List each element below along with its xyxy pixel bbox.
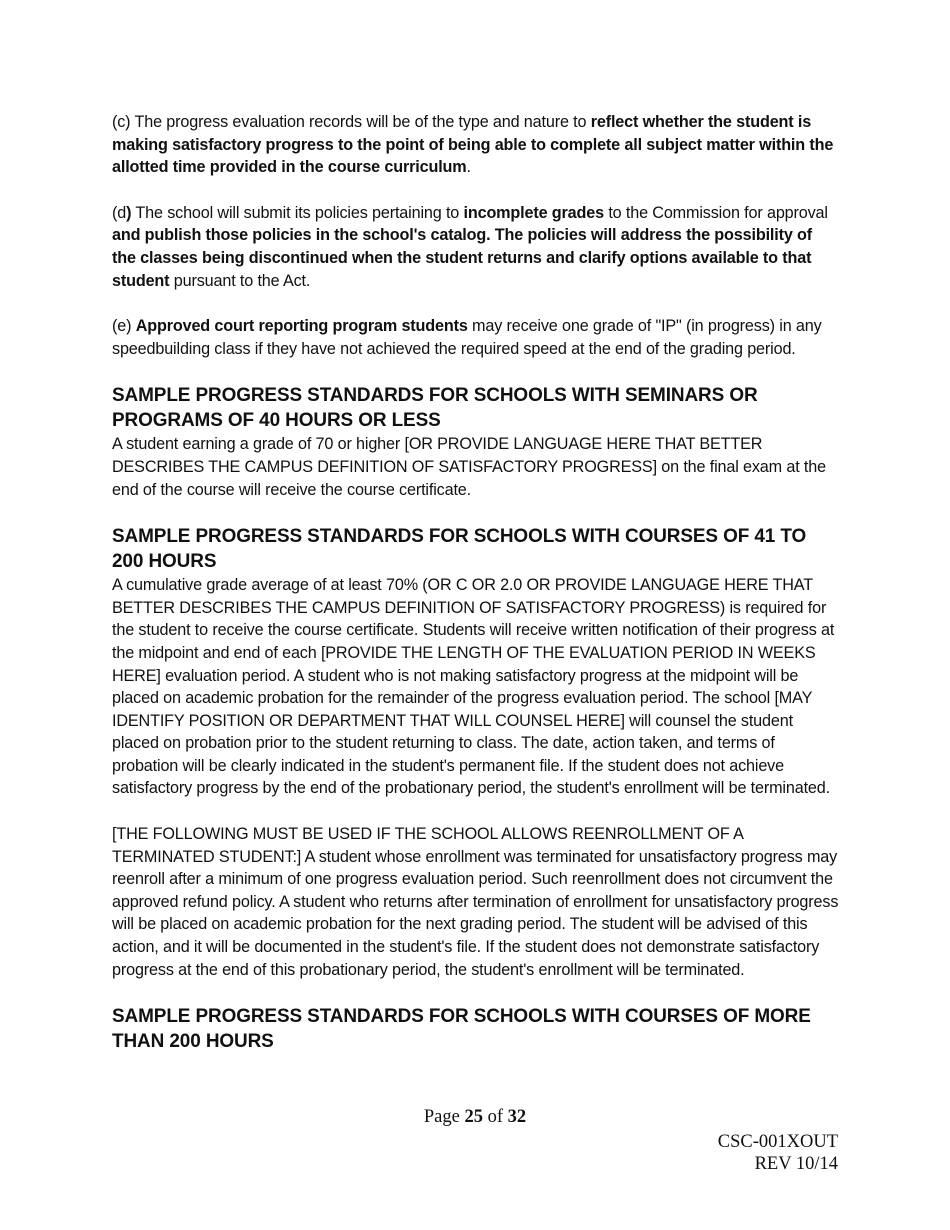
paragraph-d-text-1: The school will submit its policies pertaining to [131, 203, 464, 222]
paragraph-e-text: may receive one grade of "IP" (in progress) in any speedbuilding class if they have not achieved the required speed at the end of the grading period. [112, 317, 822, 358]
form-revision: REV 10/14 [754, 1154, 838, 1174]
page-total: 32 [507, 1107, 527, 1127]
paragraph-e-bold: Approved court reporting program students [135, 317, 468, 336]
paragraph-e [112, 315, 840, 360]
form-id: CSC-001XOUT [717, 1132, 838, 1152]
page-current: 25 [464, 1107, 483, 1127]
paragraph-d [112, 202, 840, 292]
form-identifier [718, 1131, 838, 1175]
paragraph-d-label: (d [112, 203, 127, 222]
paragraph-c [112, 111, 840, 179]
page-of-label: of [482, 1107, 508, 1127]
paragraph-c-text: (c) The progress evaluation records will be of the type and nature to [112, 113, 591, 131]
paragraph-d-bold-2: and publish those policies in the school's catalog. The policies will address the possibility of the classes being discontinued when the student returns and clarify options available to that student [112, 226, 813, 290]
heading-41-200-hours: SAMPLE PROGRESS STANDARDS FOR SCHOOLS WITH COURSES OF 41 TO 200 HOURS [112, 526, 807, 573]
paragraph-c-end: . [466, 158, 471, 177]
page-label: Page [423, 1107, 465, 1127]
section-reenrollment-body: [THE FOLLOWING MUST BE USED IF THE SCHOOL ALLOWS REENROLLMENT OF A TERMINATED STUDENT:] A student whose enrollment was terminated for unsatisfactory progress may reenroll after a minimum of one progress evaluation period. Such reenrollment does not circumvent the approved refund policy. A student who returns after termination of enrollment for unsatisfactory progress will be placed on academic probation for the next grading period. The student will be advised of this action, and it will be documented in the student's file. If the student does not demonstrate satisfactory progress at the end of this probationary period, the student's enrollment will be terminated. [112, 825, 839, 979]
paragraph-c-bold: reflect whether the student is making satisfactory progress to the point of being able to complete all subject matter within the allotted time provided in the course curriculum [112, 113, 834, 177]
page-number [0, 1107, 950, 1128]
paragraph-d-label-close: ) [126, 203, 132, 222]
paragraph-d-text-3: pursuant to the Act. [169, 271, 311, 290]
section-41-200-body: A cumulative grade average of at least 70% (OR C OR 2.0 OR PROVIDE LANGUAGE HERE THAT BETTER DESCRIBES THE CAMPUS DEFINITION OF SATISFACTORY PROGRESS) is required for the student to receive the course certificate. Students will receive written notification of their progress at the midpoint and end of each [PROVIDE THE LENGTH OF THE EVALUATION PERIOD IN WEEKS HERE] evaluation period. A student who is not making satisfactory progress at the midpoint will be placed on academic probation for the remainder of the progress evaluation period. The school [MAY IDENTIFY POSITION OR DEPARTMENT THAT WILL COUNSEL HERE] will counsel the student placed on probation prior to the student returning to class. The date, action taken, and terms of probation will be clearly indicated in the student's permanent file. If the student does not achieve satisfactory progress by the end of the probationary period, the student's enrollment will be terminated. [112, 576, 835, 798]
heading-40-hours: SAMPLE PROGRESS STANDARDS FOR SCHOOLS WITH SEMINARS OR PROGRAMS OF 40 HOURS OR LESS [112, 385, 758, 432]
paragraph-e-label: (e) [112, 317, 136, 336]
paragraph-d-text-2: to the Commission for approval [603, 203, 828, 222]
section-40-body: A student earning a grade of 70 or higher [OR PROVIDE LANGUAGE HERE THAT BETTER DESCRIBES THE CAMPUS DEFINITION OF SATISFACTORY PROGRESS] on the final exam at the end of the course will receive the course certificate. [112, 435, 826, 499]
document-body [112, 111, 840, 1054]
heading-200-plus-hours: SAMPLE PROGRESS STANDARDS FOR SCHOOLS WITH COURSES OF MORE THAN 200 HOURS [112, 1006, 811, 1053]
paragraph-d-bold-1: incomplete grades [463, 203, 604, 222]
